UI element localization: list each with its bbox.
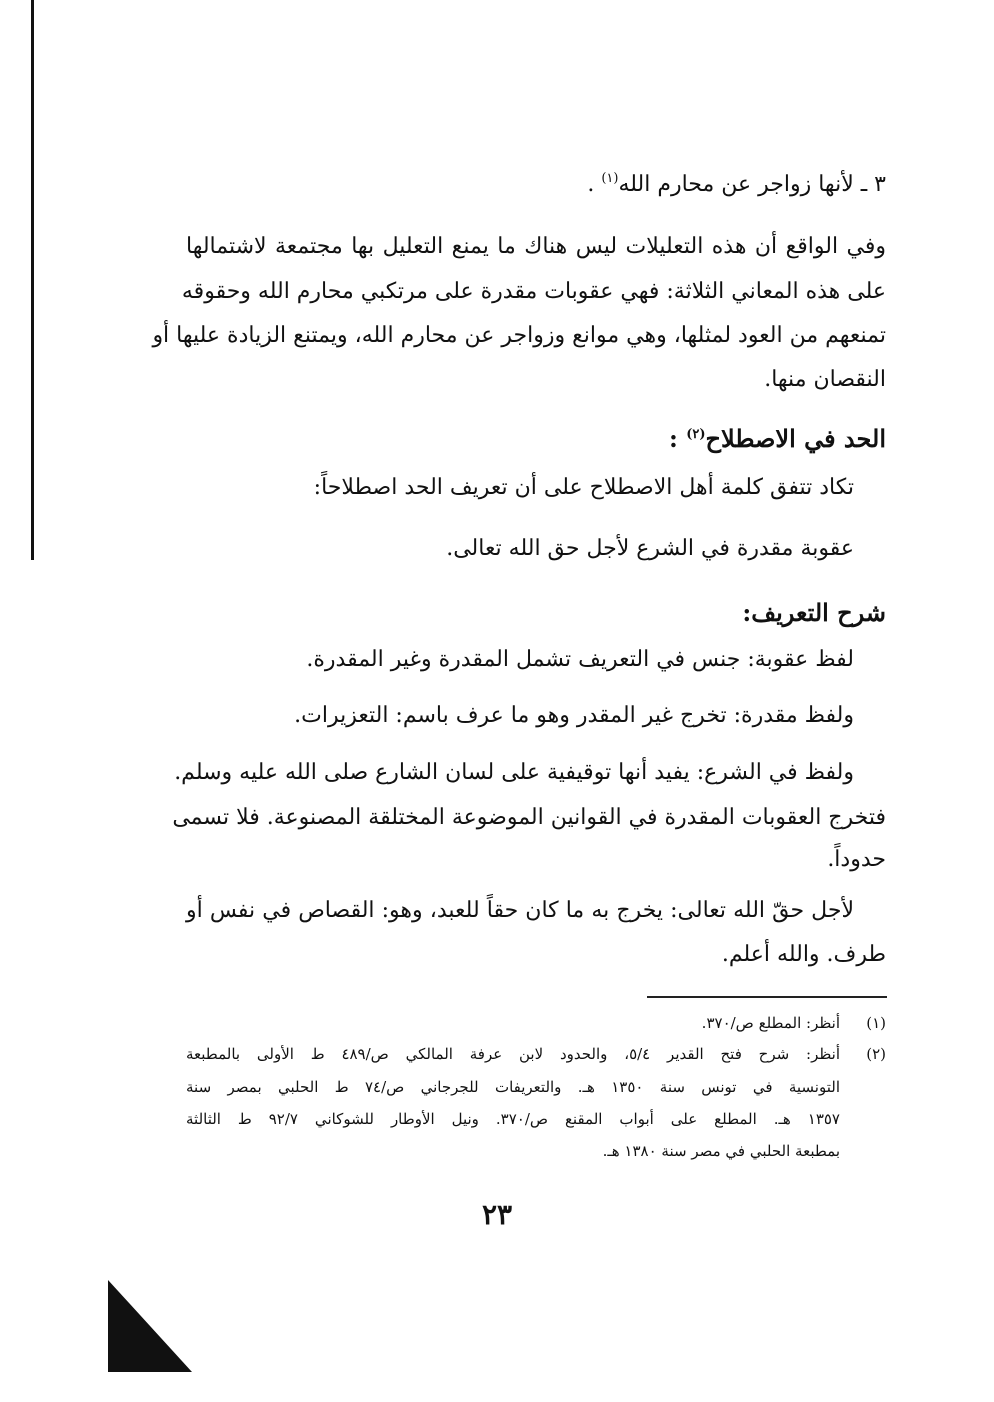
line-1-period: . xyxy=(587,172,595,197)
text-line-10: لفظ عقوبة: جنس في التعريف تشمل المقدرة وغير المقدرة. xyxy=(306,647,854,672)
corner-triangle-shape xyxy=(108,1280,192,1372)
footnote-2-marker: (٢) xyxy=(866,1045,886,1063)
line-1-text: ٣ ـ لأنها زواجر عن محارم الله xyxy=(618,172,886,197)
text-line-14: حدوداً. xyxy=(827,847,886,872)
corner-triangle-mark xyxy=(108,1280,192,1372)
footnote-ref-2: (٢) xyxy=(686,427,706,442)
text-line-3: على هذه المعاني الثلاثة: فهي عقوبات مقدرة على مرتكبي محارم الله وحقوقه xyxy=(181,279,886,304)
heading-1-text: الحد في الاصطلاح xyxy=(705,424,886,453)
text-line-11: ولفظ مقدرة: تخرج غير المقدر وهو ما عرف باسم: التعزيرات. xyxy=(294,703,854,728)
footnote-1-marker: (١) xyxy=(866,1014,886,1032)
text-line-5: النقصان منها. xyxy=(764,367,886,392)
footnote-2-text-line-3: ١٣٥٧ هـ. المطلع على أبواب المقنع ص/٣٧٠. ونيل الأوطار للشوكاني ٩٢/٧ ط الثالثة xyxy=(186,1110,840,1128)
text-line-8: عقوبة مقدرة في الشرع لأجل حق الله تعالى. xyxy=(446,536,854,561)
text-line-16: طرف. والله أعلم. xyxy=(721,942,886,967)
footnote-2-text-line-1: أنظر: شرح فتح القدير ٥/٤، والحدود لابن عرفة المالكي ص/٤٨٩ ط الأولى بالمطبعة xyxy=(186,1045,840,1063)
footnote-2-text-line-4: بمطبعة الحلبي في مصر سنة ١٣٨٠ هـ. xyxy=(602,1142,840,1160)
heading-1-colon: : xyxy=(668,424,678,453)
footnote-ref-1: (١) xyxy=(601,171,619,186)
text-line-15: لأجل حقّ الله تعالى: يخرج به ما كان حقاً للعبد، وهو: القصاص في نفس أو xyxy=(186,898,854,923)
text-line-1 xyxy=(186,170,886,200)
section-heading-definition xyxy=(186,424,886,454)
section-heading-explanation: شرح التعريف: xyxy=(742,598,886,627)
text-line-12: ولفظ في الشرع: يفيد أنها توقيفية على لسان الشارع صلى الله عليه وسلم. xyxy=(174,760,854,785)
scan-edge-line xyxy=(31,0,34,560)
text-line-4: تمنعهم من العود لمثلها، وهي موانع وزواجر عن محارم الله، ويمتنع الزيادة عليها أو xyxy=(152,323,886,348)
page-number: ٢٣ xyxy=(481,1198,513,1231)
text-line-13: فتخرج العقوبات المقدرة في القوانين الموضوعة المختلقة المصنوعة. فلا تسمى xyxy=(172,805,886,830)
footnote-separator xyxy=(647,996,887,998)
text-line-7: تكاد تتفق كلمة أهل الاصطلاح على أن تعريف الحد اصطلاحاً: xyxy=(313,475,854,500)
footnote-1-text: أنظر: المطلع ص/٣٧٠. xyxy=(701,1014,840,1032)
text-line-2: وفي الواقع أن هذه التعليلات ليس هناك ما يمنع التعليل بها مجتمعة لاشتمالها xyxy=(186,234,886,259)
footnote-2-text-line-2: التونسية في تونس سنة ١٣٥٠ هـ. والتعريفات للجرجاني ص/٧٤ ط الحلبي بمصر سنة xyxy=(186,1078,840,1096)
